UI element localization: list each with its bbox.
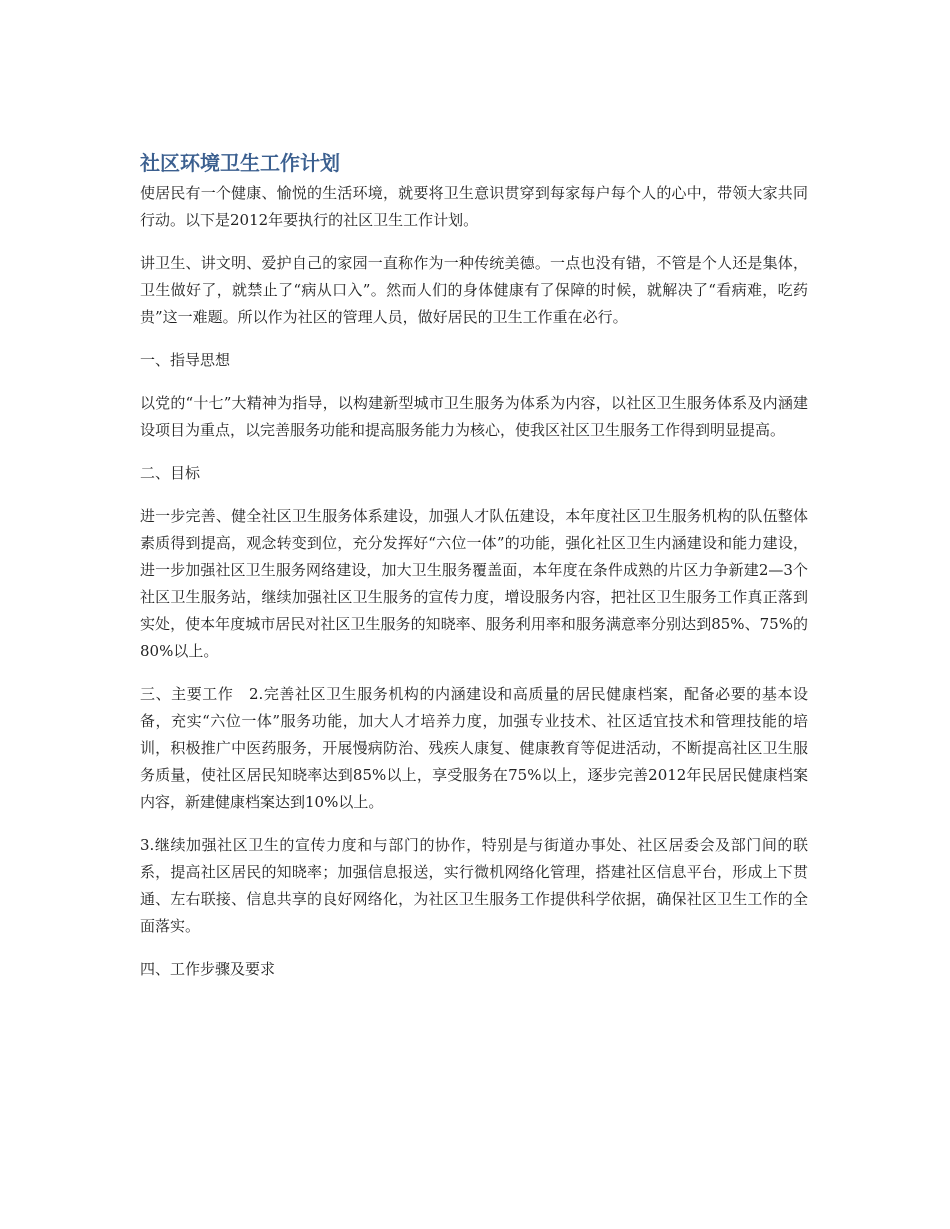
body-paragraph-1: 讲卫生、讲文明、爱护自己的家园一直称作为一种传统美德。一点也没有错，不管是个人还是集体，卫生做好了，就禁止了“病从口入”。然而人们的身体健康有了保障的时候，就解决了“看病难，吃药贵”这一难题。所以作为社区的管理人员，做好居民的卫生工作重在必行。 xyxy=(140,254,808,326)
section-text-goals: 进一步完善、健全社区卫生服务体系建设，加强人才队伍建设，本年度社区卫生服务机构的队伍整体素质得到提高，观念转变到位，充分发挥好“六位一体”的功能，强化社区卫生内涵建设和能力建设，进一步加强社区卫生服务网络建设，加大卫生服务覆盖面，本年度在条件成熟的片区力争新建2—3个社区卫生服务站，继续加强社区卫生服务的宣传力度，增设服务内容，把社区卫生服务工作真正落到实处，使本年度城市居民对社区卫生服务的知晓率、服务利用率和服务满意率分别达到85%、75%的80%以上。 xyxy=(140,507,808,660)
section-text-guiding-ideology: 以党的“十七”大精神为指导，以构建新型城市卫生服务为体系为内容，以社区卫生服务体系及内涵建设项目为重点，以完善服务功能和提高服务能力为核心，使我区社区卫生服务工作得到明显提高。 xyxy=(140,394,808,439)
section-heading-guiding-ideology: 一、指导思想 xyxy=(140,351,231,369)
document-page xyxy=(140,148,808,999)
section-heading-goals: 二、目标 xyxy=(140,464,201,482)
section-text-main-work-item-3: 3.继续加强社区卫生的宣传力度和与部门的协作，特别是与街道办事处、社区居委会及部门间的联系，提高社区居民的知晓率；加强信息报送，实行微机网络化管理，搭建社区信息平台，形成上下贯通、左右联接、信息共享的良好网络化，为社区卫生服务工作提供科学依据，确保社区卫生工作的全面落实。 xyxy=(140,836,808,935)
section-text-main-work: 三、主要工作 2.完善社区卫生服务机构的内涵建设和高质量的居民健康档案，配备必要的基本设备，充实“六位一体”服务功能，加大人才培养力度，加强专业技术、社区适宜技术和管理技能的培训，积极推广中医药服务，开展慢病防治、残疾人康复、健康教育等促进活动，不断提高社区卫生服务质量，使社区居民知晓率达到85%以上，享受服务在75%以上，逐步完善2012年民居民健康档案内容，新建健康档案达到10%以上。 xyxy=(140,685,808,811)
document-title: 社区环境卫生工作计划 xyxy=(140,151,340,175)
section-heading-work-steps: 四、工作步骤及要求 xyxy=(140,960,276,978)
intro-paragraph: 使居民有一个健康、愉悦的生活环境，就要将卫生意识贯穿到每家每户每个人的心中，带领大家共同行动。以下是2012年要执行的社区卫生工作计划。 xyxy=(140,184,808,229)
